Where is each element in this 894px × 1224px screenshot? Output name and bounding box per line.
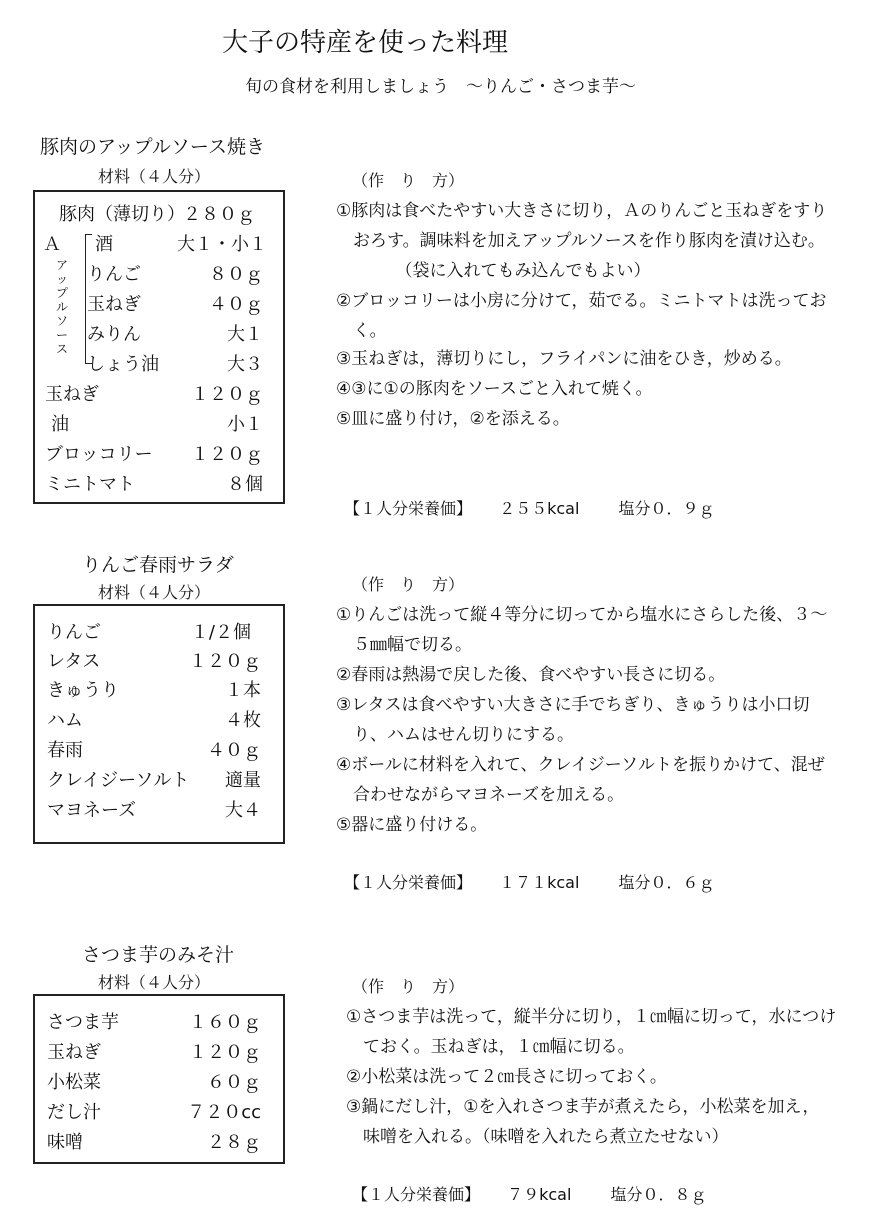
ingredient-name: りんご: [87, 264, 141, 285]
nutrition-kcal: ２５５kcal: [499, 499, 580, 518]
materials-label: 材料（４人分）: [98, 167, 211, 186]
ingredient-name: 玉ねぎ: [47, 1042, 101, 1063]
ingredient-amount: １２０ｇ: [189, 651, 261, 672]
step-line: ③レタスは食べやすい大きさに手でちぎり、きゅうりは小口切: [336, 695, 810, 715]
step-line: 合わせながらマヨネーズを加える。: [336, 785, 625, 805]
ingredient-amount: 大１・小１: [177, 234, 267, 255]
ingredient-name: 小松菜: [47, 1072, 101, 1093]
nutrition-salt: 塩分０．９ｇ: [618, 499, 715, 518]
ingredient-name: 春雨: [47, 740, 83, 761]
ingredient-amount: １２０ｇ: [191, 384, 263, 405]
ingredients-box: [33, 604, 285, 844]
ingredient-name: ハム: [47, 710, 83, 731]
nutrition-label: 【１人分栄養価】: [344, 499, 473, 518]
ingredient-name: きゅうり: [47, 680, 119, 701]
ingredient-name: 油: [51, 414, 69, 435]
step-line: ておく。玉ねぎは，１㎝幅に切る。: [346, 1037, 635, 1057]
step-line: ③鍋にだし汁，①を入れさつま芋が煮えたら，小松菜を加え，: [346, 1097, 820, 1117]
ingredient-name: 玉ねぎ: [87, 294, 141, 315]
ingredient-amount: ２８ｇ: [207, 1132, 261, 1153]
ingredients-box: [33, 190, 285, 504]
recipe-name: 豚肉のアップルソース焼き: [40, 136, 265, 158]
step-line: ③玉ねぎは，薄切りにし，フライパンに油をひき，炒める。: [336, 349, 792, 369]
ingredient-amount: １６０ｇ: [189, 1012, 261, 1033]
step-line: ⑤皿に盛り付け，②を添える。: [336, 409, 570, 429]
ingredient-name: りんご: [47, 622, 101, 643]
nutrition-info: [344, 496, 715, 519]
step-line: （袋に入れてもみ込んでもよい）: [336, 261, 651, 281]
page-title: 大子の特産を使った料理: [222, 28, 509, 58]
step-line: ④ボールに材料を入れて、クレイジーソルトを振りかけて、混ぜ: [336, 755, 825, 775]
step-line: く。: [336, 321, 387, 341]
step-line: ①りんごは洗って縦４等分に切ってから塩水にさらした後、３～: [336, 605, 828, 625]
materials-label: 材料（４人分）: [98, 583, 211, 602]
ingredient-amount: １２０ｇ: [191, 444, 263, 465]
nutrition-label: 【１人分栄養価】: [344, 873, 473, 892]
nutrition-kcal: １７１kcal: [499, 873, 580, 892]
page-subtitle: 旬の食材を利用しましょう ～りんご・さつま芋～: [245, 77, 636, 97]
ingredient-name: みりん: [87, 324, 141, 345]
ingredient-amount: 大３: [227, 354, 263, 375]
step-line: 味噌を入れる。（味噌を入れたら煮立たせない）: [346, 1127, 729, 1147]
ingredient-name: 酒: [95, 234, 113, 255]
nutrition-salt: 塩分０．６ｇ: [618, 873, 715, 892]
ingredient-amount: 大１: [227, 324, 263, 345]
ingredient-name: 豚肉（薄切り）: [59, 204, 185, 225]
recipe-name: さつま芋のみそ汁: [82, 944, 235, 966]
group-side-label: アップルソース: [55, 258, 68, 356]
ingredient-name: さつま芋: [47, 1012, 119, 1033]
ingredient-amount: １２０ｇ: [189, 1042, 261, 1063]
step-line: ②春雨は熱湯で戻した後、食べやすい長さに切る。: [336, 665, 726, 685]
ingredient-amount: ８個: [227, 474, 263, 495]
ingredient-name: 味噌: [47, 1132, 83, 1153]
ingredient-amount: ８０ｇ: [209, 264, 263, 285]
nutrition-salt: 塩分０．８ｇ: [610, 1185, 707, 1204]
ingredients-box: [33, 994, 285, 1164]
ingredient-name: 玉ねぎ: [45, 384, 99, 405]
ingredient-amount: ７２０cc: [187, 1102, 261, 1123]
nutrition-kcal: ７９kcal: [507, 1185, 572, 1204]
ingredient-name: ミニトマト: [45, 474, 135, 495]
ingredient-name: だし汁: [47, 1102, 101, 1123]
method-label: （作 り 方）: [352, 575, 465, 594]
step-line: おろす。調味料を加えアップルソースを作り豚肉を漬け込む。: [336, 231, 825, 251]
group-label: Ａ: [43, 234, 61, 255]
ingredient-amount: ４０ｇ: [207, 740, 261, 761]
ingredient-amount: ６０ｇ: [207, 1072, 261, 1093]
nutrition-info: [352, 1182, 707, 1205]
step-line: ①豚肉は食べたやすい大きさに切り，Ａのりんごと玉ねぎをすり: [336, 201, 828, 221]
step-line: ④③に①の豚肉をソースごと入れて焼く。: [336, 379, 653, 399]
step-line: ①さつま芋は洗って，縦半分に切り，１㎝幅に切って，水につけ: [346, 1007, 837, 1027]
method-label: （作 り 方）: [352, 171, 465, 190]
materials-label: 材料（４人分）: [98, 973, 211, 992]
ingredient-name: しょう油: [87, 354, 159, 375]
ingredient-name: ブロッコリー: [45, 444, 153, 465]
ingredient-amount: 大４: [225, 800, 261, 821]
recipe-name: りんご春雨サラダ: [82, 554, 234, 576]
ingredient-amount: ４枚: [225, 710, 261, 731]
ingredient-amount: ４０ｇ: [209, 294, 263, 315]
ingredient-amount: 小１: [227, 414, 263, 435]
ingredient-amount: １本: [225, 680, 261, 701]
ingredient-name: レタス: [47, 651, 101, 672]
nutrition-label: 【１人分栄養価】: [352, 1185, 481, 1204]
ingredient-amount: ２８０ｇ: [183, 204, 255, 225]
ingredient-name: マヨネーズ: [47, 800, 137, 821]
step-line: ⑤器に盛り付ける。: [336, 815, 488, 835]
ingredient-amount: 適量: [225, 770, 261, 791]
ingredient-amount: １/２個: [190, 622, 251, 643]
method-label: （作 り 方）: [352, 977, 465, 996]
nutrition-info: [344, 870, 715, 893]
step-line: ②ブロッコリーは小房に分けて，茹でる。ミニトマトは洗ってお: [336, 291, 827, 311]
ingredient-name: クレイジーソルト: [47, 770, 190, 791]
step-line: ②小松菜は洗って２㎝長さに切っておく。: [346, 1067, 667, 1087]
step-line: ５㎜幅で切る。: [336, 635, 472, 655]
step-line: り、ハムはせん切りにする。: [336, 725, 574, 745]
